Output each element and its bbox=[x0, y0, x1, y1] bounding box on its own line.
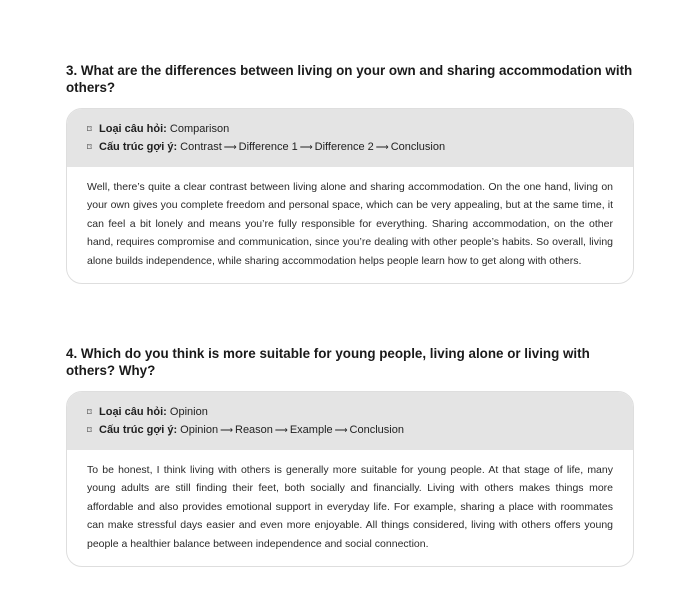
structure-step: Contrast bbox=[180, 141, 222, 153]
question-type-value: Opinion bbox=[169, 406, 208, 418]
question-title: 4. Which do you think is more suitable for young people, living alone or living with others? Why? bbox=[66, 346, 590, 378]
question-3 bbox=[66, 62, 636, 284]
question-type-row bbox=[87, 403, 613, 421]
hash-bullet-icon: ⌑ bbox=[87, 124, 92, 134]
card-header bbox=[67, 392, 633, 450]
long-arrow-right-icon: ⟶ bbox=[220, 425, 233, 435]
long-arrow-right-icon: ⟶ bbox=[375, 142, 389, 152]
long-arrow-right-icon: ⟶ bbox=[223, 142, 237, 152]
hash-bullet-icon: ⌑ bbox=[87, 425, 92, 435]
structure-step: Opinion bbox=[180, 424, 219, 436]
answer-card bbox=[66, 391, 634, 567]
structure-step: Example bbox=[289, 424, 333, 436]
structure-row bbox=[87, 421, 613, 439]
long-arrow-right-icon: ⟶ bbox=[274, 425, 288, 435]
hash-bullet-icon: ⌑ bbox=[87, 142, 92, 152]
question-type-label: Loại câu hỏi: bbox=[99, 406, 167, 418]
question-type-value: Comparison bbox=[169, 123, 230, 135]
question-4 bbox=[66, 345, 636, 567]
hash-bullet-icon: ⌑ bbox=[87, 407, 92, 417]
sample-answer: Well, there’s quite a clear contrast between living alone and sharing accommodation. On the one hand, living on your own gives you complete freedom and personal space, which can be very appealing, but at the same time, it can feel a bit lonely and means you’re fully responsible for everything. Sharing accommodation, on the other hand, requires compromise and communication, since you’re dealing with other people’s habits. So overall, living alone builds independence, while sharing accommodation helps people learn how to get along with others. bbox=[87, 181, 613, 267]
structure-row bbox=[87, 138, 613, 156]
sample-answer: To be honest, I think living with others is generally more suitable for young people. At that stage of life, many young adults are still finding their feet, both socially and financially. Living with others makes things more affordable and also provides emotional support in everyday life. For example, sharing a place with roommates can make stressful days easier and even more enjoyable. All things considered, living with others offers young people a healthier balance between independence and social connection. bbox=[87, 464, 613, 550]
card-header bbox=[67, 109, 633, 167]
long-arrow-right-icon: ⟶ bbox=[299, 142, 313, 152]
long-arrow-right-icon: ⟶ bbox=[334, 425, 348, 435]
structure-step: Reason bbox=[235, 424, 273, 436]
structure-label: Cấu trúc gợi ý: bbox=[99, 141, 178, 153]
question-type-label: Loại câu hỏi: bbox=[99, 123, 167, 135]
structure-label: Cấu trúc gợi ý: bbox=[99, 424, 178, 436]
answer-card bbox=[66, 108, 634, 284]
structure-step: Conclusion bbox=[390, 141, 446, 153]
question-title: 3. What are the differences between living on your own and sharing accommodation with others? bbox=[66, 63, 633, 95]
question-type-row bbox=[87, 120, 613, 138]
structure-step: Conclusion bbox=[349, 424, 404, 436]
structure-step: Difference 1 bbox=[238, 141, 298, 153]
structure-step: Difference 2 bbox=[314, 141, 374, 153]
